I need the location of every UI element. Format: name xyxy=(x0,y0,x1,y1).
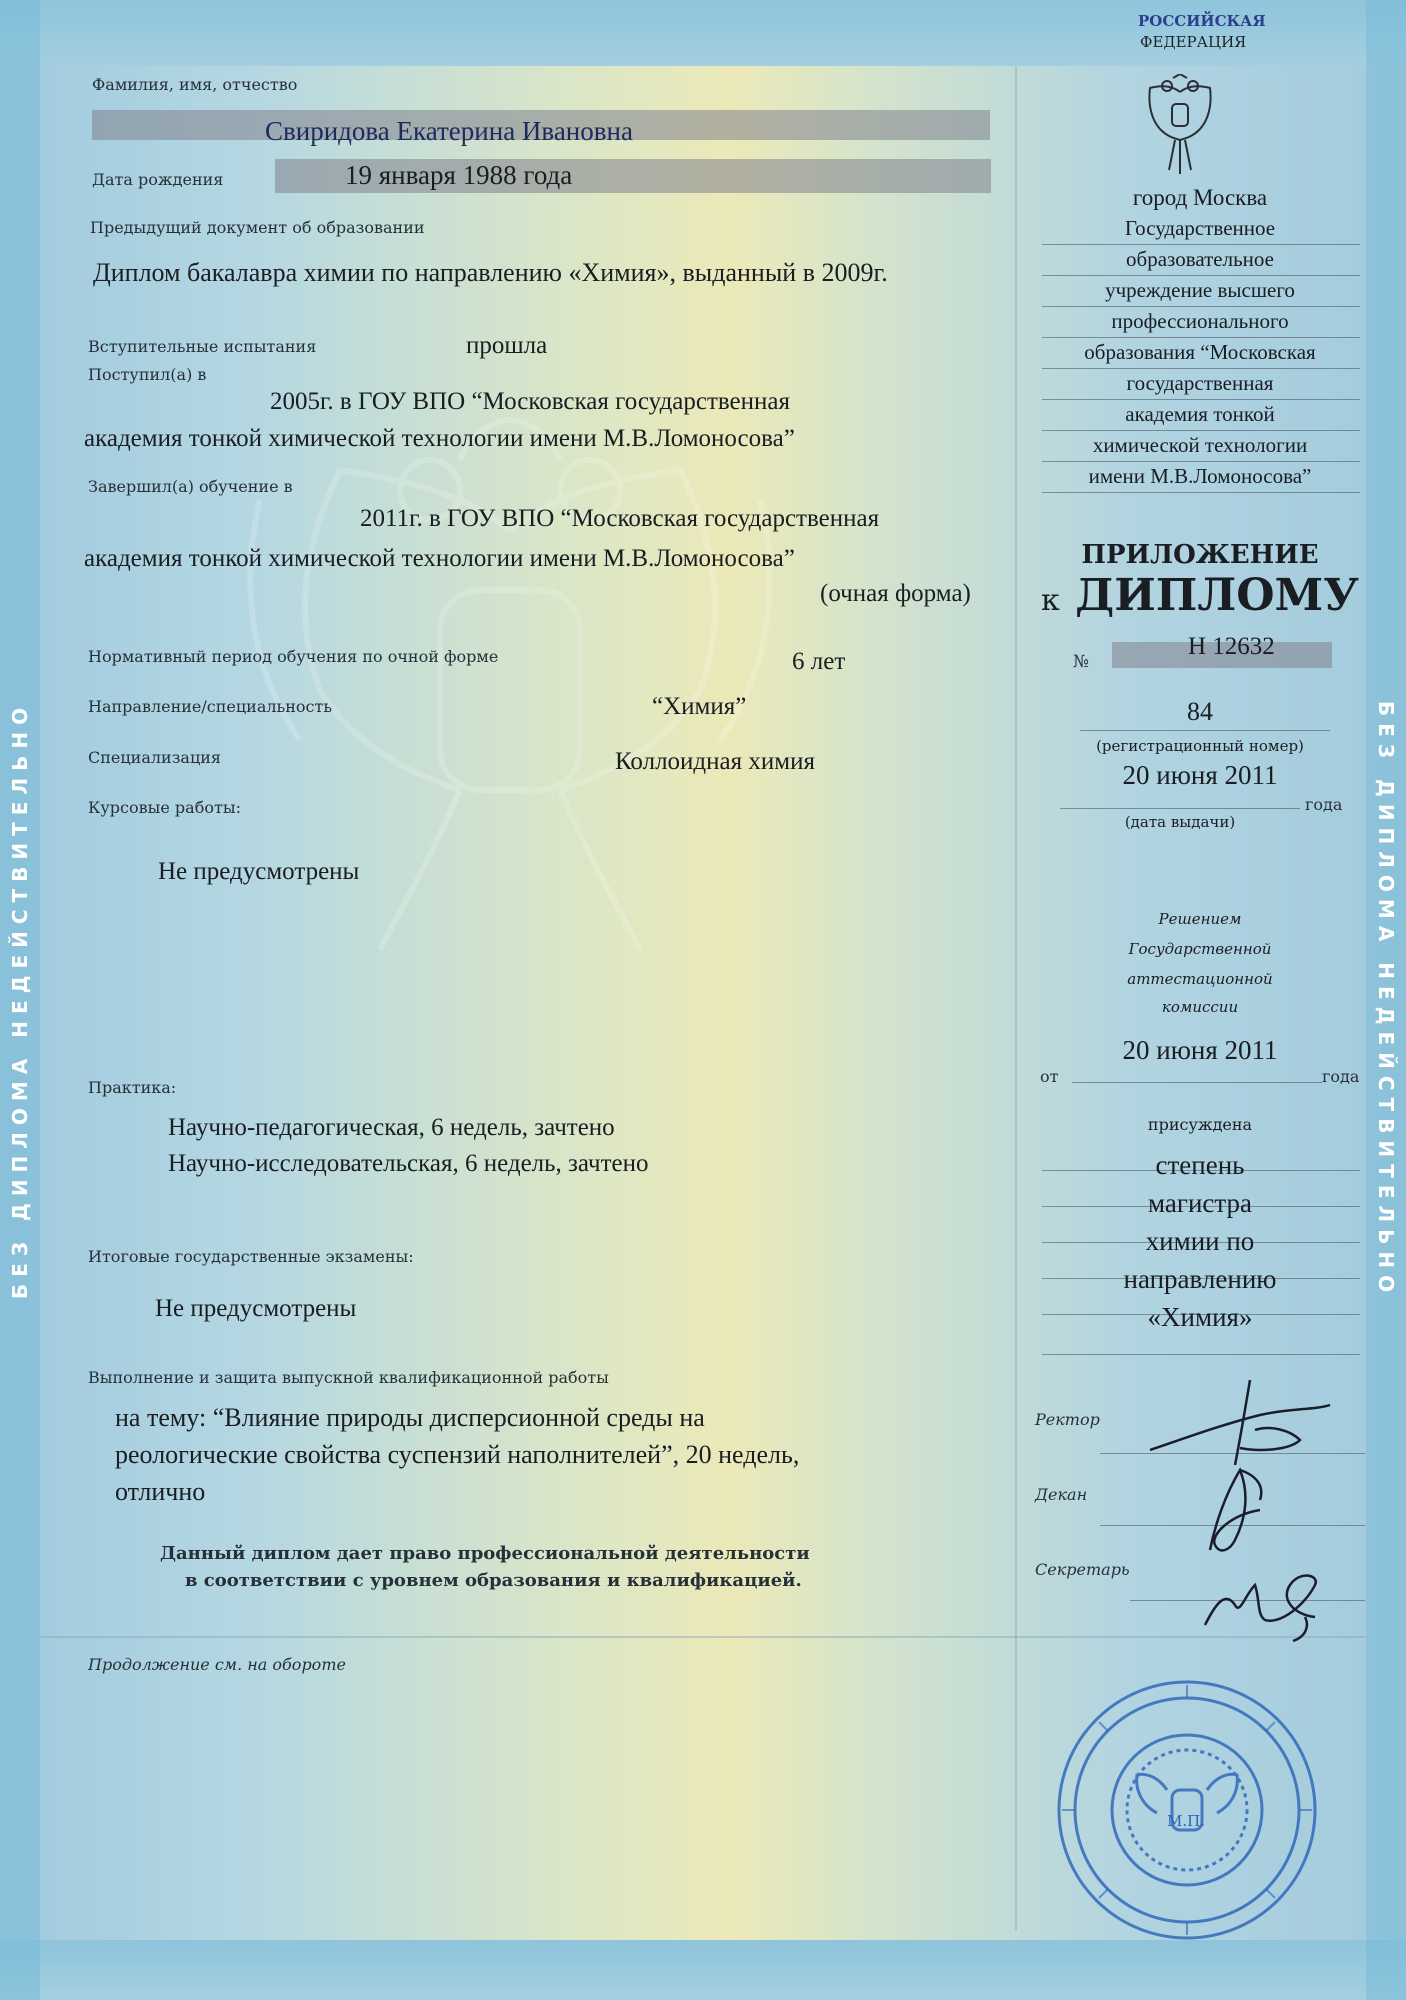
title-line1: ПРИЛОЖЕНИЕ xyxy=(1081,540,1319,570)
institution-line: образовательное xyxy=(1126,247,1274,271)
bottom-divider xyxy=(40,1636,1366,1638)
side-text-right: БЕЗ ДИПЛОМА НЕДЕЙСТВИТЕЛЬНО xyxy=(1374,700,1398,1300)
underline xyxy=(1080,730,1330,731)
reg-number-label: (регистрационный номер) xyxy=(1096,737,1304,755)
decision-line: аттестационной xyxy=(1127,970,1273,988)
prev-doc-label: Предыдущий документ об образовании xyxy=(90,218,425,237)
practice-line1: Научно-педагогическая, 6 недель, зачтено xyxy=(168,1114,615,1141)
thesis-line2: реологические свойства суспензий наполнителей”, 20 недель, xyxy=(115,1440,800,1469)
degree-line: направлению xyxy=(1123,1264,1277,1294)
underline xyxy=(1042,244,1360,245)
decision-line: Решением xyxy=(1158,910,1242,928)
underline xyxy=(1042,337,1360,338)
institution-line: академия тонкой xyxy=(1125,402,1275,426)
official-stamp-icon xyxy=(1052,1675,1322,1945)
title-k: к xyxy=(1041,583,1060,618)
degree-line: химии по xyxy=(1145,1226,1255,1256)
underline xyxy=(1042,461,1360,462)
specialization-label: Специализация xyxy=(88,748,222,767)
dean-label: Декан xyxy=(1035,1485,1088,1504)
rights-line1: Данный диплом дает право профессиональной деятельности xyxy=(160,1543,810,1564)
specialization-value: Коллоидная химия xyxy=(615,748,815,775)
bottom-band xyxy=(0,1940,1406,2000)
exams-label: Итоговые государственные экзамены: xyxy=(88,1247,414,1266)
completed-label: Завершил(а) обучение в xyxy=(88,477,293,496)
underline xyxy=(1072,1082,1322,1083)
stamp-text: М.П. xyxy=(1167,1812,1205,1830)
entrance-label: Вступительные испытания xyxy=(88,337,317,356)
title-line2 xyxy=(1040,570,1360,621)
institution-line: химической технологии xyxy=(1092,433,1308,457)
admitted-line1: 2005г. в ГОУ ВПО “Московская государственная xyxy=(270,388,791,415)
underline xyxy=(1042,1354,1360,1355)
underline xyxy=(1042,306,1360,307)
issue-year-word: года xyxy=(1305,795,1343,814)
exams-value: Не предусмотрены xyxy=(155,1295,357,1322)
fio-label: Фамилия, имя, отчество xyxy=(92,75,298,94)
reg-number: 84 xyxy=(1187,697,1213,726)
institution-line: профессионального xyxy=(1111,309,1289,333)
country-line1: РОССИЙСКАЯ xyxy=(1138,12,1266,30)
decision-line: Государственной xyxy=(1128,940,1272,958)
number-value: Н 12632 xyxy=(1188,633,1275,660)
birth-label: Дата рождения xyxy=(92,170,224,189)
secretary-label: Секретарь xyxy=(1035,1560,1130,1579)
column-divider xyxy=(1015,66,1017,1930)
completed-line1: 2011г. в ГОУ ВПО “Московская государственная xyxy=(360,505,880,532)
thesis-label: Выполнение и защита выпускной квалификационной работы xyxy=(88,1368,609,1387)
title-diplomu: ДИПЛОМУ xyxy=(1075,570,1359,621)
entrance-value: прошла xyxy=(466,332,548,359)
degree-line: «Химия» xyxy=(1147,1302,1253,1332)
thesis-line1: на тему: “Влияние природы дисперсионной среды на xyxy=(115,1403,705,1432)
completed-line3: (очная форма) xyxy=(820,580,971,607)
direction-value: “Химия” xyxy=(652,693,747,720)
underline xyxy=(1042,399,1360,400)
issue-date: 20 июня 2011 xyxy=(1122,760,1278,790)
issue-date-label: (дата выдачи) xyxy=(1124,813,1236,831)
eagle-watermark-icon xyxy=(200,410,820,970)
practice-label: Практика: xyxy=(88,1078,177,1097)
rector-label: Ректор xyxy=(1035,1410,1100,1429)
decision-year-word: года xyxy=(1322,1067,1360,1086)
period-label: Нормативный период обучения по очной форме xyxy=(88,647,499,666)
institution-line: учреждение высшего xyxy=(1105,278,1295,302)
country-line2: ФЕДЕРАЦИЯ xyxy=(1140,33,1247,51)
admitted-label: Поступил(а) в xyxy=(88,365,207,384)
dean-signature-icon xyxy=(1180,1455,1290,1565)
rights-line2: в соответствии с уровнем образования и квалификацией. xyxy=(185,1570,802,1591)
period-value: 6 лет xyxy=(792,648,846,675)
coursework-value: Не предусмотрены xyxy=(158,858,360,885)
decision-date: 20 июня 2011 xyxy=(1122,1035,1278,1065)
practice-line2: Научно-исследовательская, 6 недель, зачтено xyxy=(168,1150,649,1177)
side-text-left: БЕЗ ДИПЛОМА НЕДЕЙСТВИТЕЛЬНО xyxy=(8,700,32,1300)
institution-line: имени М.В.Ломоносова” xyxy=(1088,464,1312,488)
completed-line2: академия тонкой химической технологии имени М.В.Ломоносова” xyxy=(84,545,795,572)
decision-line: комиссии xyxy=(1161,998,1239,1016)
continuation-note: Продолжение см. на обороте xyxy=(88,1655,346,1674)
underline xyxy=(1042,368,1360,369)
admitted-line2: академия тонкой химической технологии имени М.В.Ломоносова” xyxy=(84,425,795,452)
underline xyxy=(1060,808,1300,809)
birth-value: 19 января 1988 года xyxy=(345,160,573,190)
thesis-line3: отлично xyxy=(115,1477,206,1506)
degree-line: магистра xyxy=(1147,1188,1252,1218)
underline xyxy=(1042,492,1360,493)
underline xyxy=(1042,275,1360,276)
underline xyxy=(1042,430,1360,431)
direction-label: Направление/специальность xyxy=(88,697,333,716)
secretary-signature-icon xyxy=(1195,1555,1335,1645)
city: город Москва xyxy=(1132,185,1268,210)
prev-doc-value: Диплом бакалавра химии по направлению «Химия», выданный в 2009г. xyxy=(93,258,888,287)
institution-line: образования “Московская xyxy=(1084,340,1316,364)
awarded-label: присуждена xyxy=(1147,1115,1253,1134)
degree-line: степень xyxy=(1155,1150,1245,1180)
fio-value: Свиридова Екатерина Ивановна xyxy=(265,116,633,146)
number-sign: № xyxy=(1073,652,1090,672)
institution-line: Государственное xyxy=(1124,216,1276,240)
institution-line: государственная xyxy=(1126,371,1274,395)
coursework-label: Курсовые работы: xyxy=(88,798,241,817)
coat-of-arms-icon xyxy=(1145,74,1215,184)
decision-from: от xyxy=(1040,1067,1059,1086)
